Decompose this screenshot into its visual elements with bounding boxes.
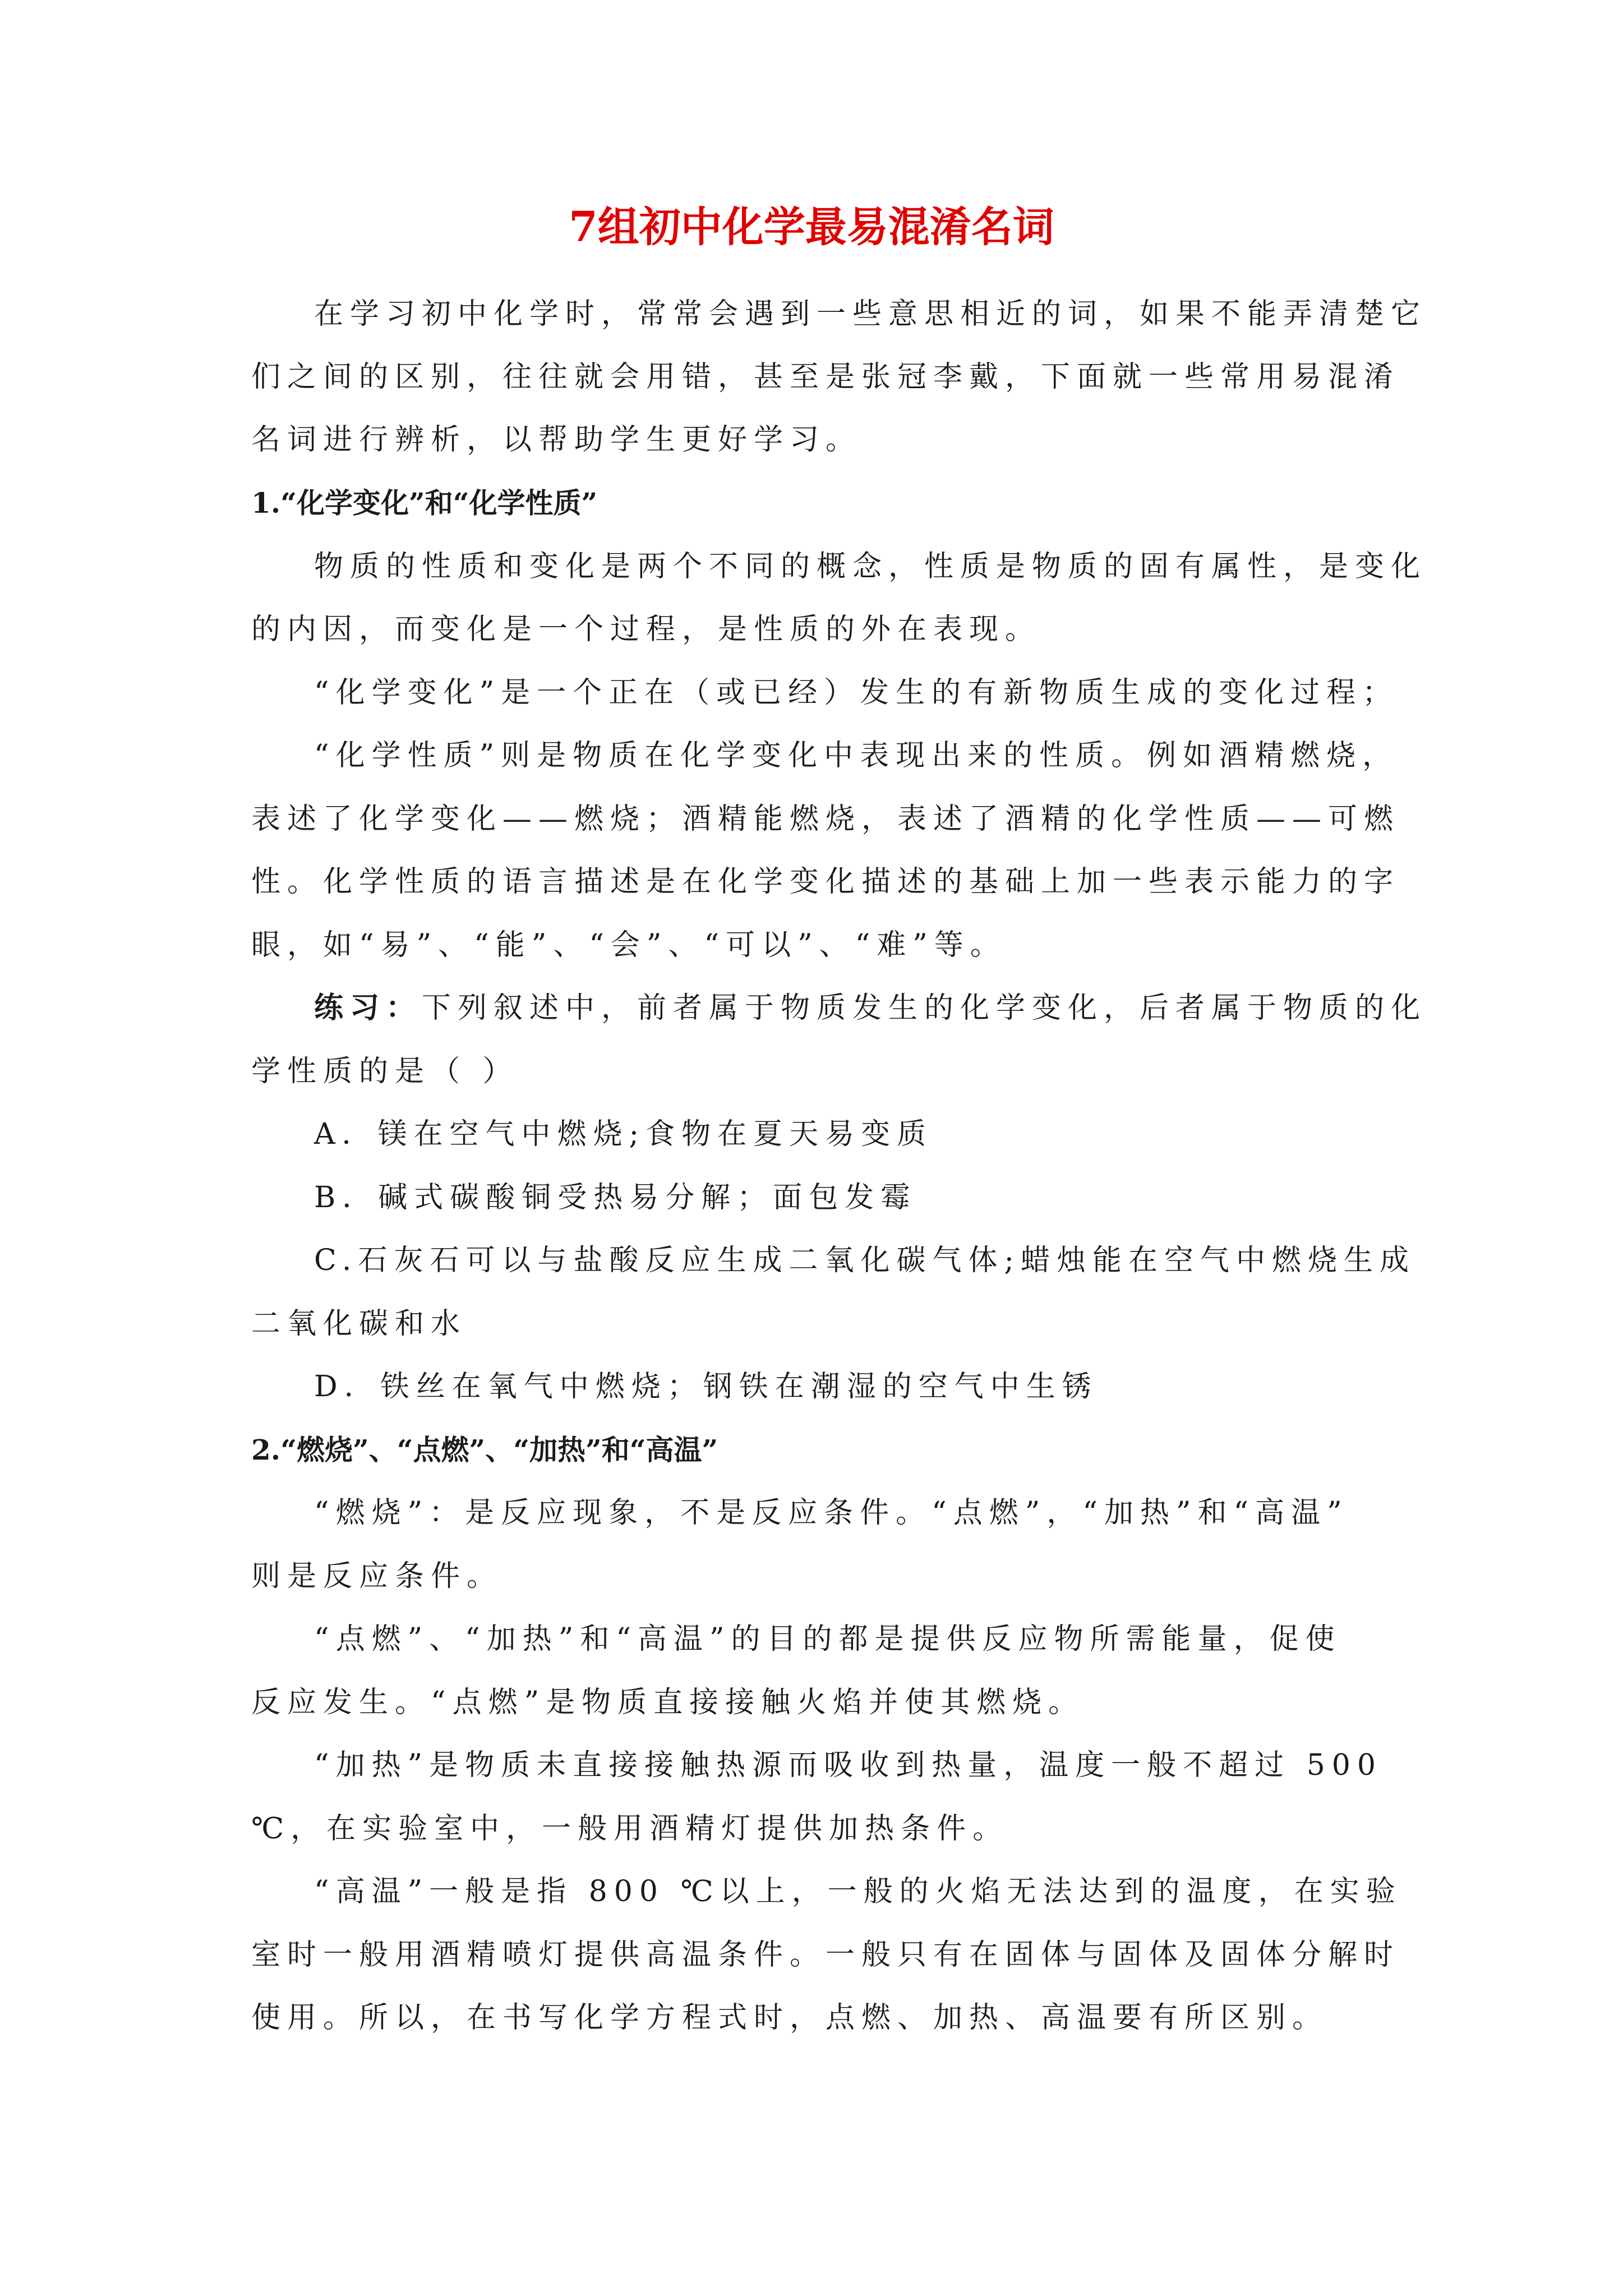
s1-p1-line-1: 物质的性质和变化是两个不同的概念，性质是物质的固有属性，是变化: [314, 550, 1427, 583]
option-c-line-2: 二氧化碳和水: [251, 1307, 467, 1341]
section-2-heading: 2.“燃烧”、“点燃”、“加热”和“高温”: [251, 1433, 718, 1466]
s2-p2-line-2: 反应发生。“点燃”是物质直接接触火焰并使其燃烧。: [251, 1686, 1085, 1719]
s2-p4-line-1: “高温”一般是指 800 ℃以上，一般的火焰无法达到的温度，在实验: [314, 1875, 1402, 1908]
exercise-line-1: [314, 983, 1427, 1033]
s1-p1-line-2: 的内因，而变化是一个过程，是性质的外在表现。: [251, 613, 1041, 646]
intro-line-2: 们之间的区别，往往就会用错，甚至是张冠李戴，下面就一些常用易混淆: [251, 360, 1400, 394]
intro-line-3: 名词进行辨析，以帮助学生更好学习。: [251, 423, 862, 457]
s1-p2-line-1: “化学变化”是一个正在（或已经）发生的有新物质生成的变化过程；: [314, 676, 1399, 710]
option-b: B．碱式碳酸铜受热易分解；面包发霉: [314, 1181, 917, 1214]
section-1-heading: 1.“化学变化”和“化学性质”: [251, 486, 598, 519]
s2-p1-line-2: 则是反应条件。: [251, 1559, 503, 1593]
s1-p3-line-1: “化学性质”则是物质在化学变化中表现出来的性质。例如酒精燃烧，: [314, 739, 1399, 772]
document-title: 7组初中化学最易混淆名词: [569, 203, 1054, 251]
s2-p3-line-2: ℃，在实验室中，一般用酒精灯提供加热条件。: [251, 1812, 1009, 1846]
s1-p3-line-3: 性。化学性质的语言描述是在化学变化描述的基础上加一些表示能力的字: [251, 865, 1400, 899]
option-a: A．镁在空气中燃烧;食物在夏天易变质: [314, 1117, 933, 1151]
s1-p3-line-2: 表述了化学变化——燃烧；酒精能燃烧，表述了酒精的化学性质——可燃: [251, 802, 1400, 836]
s2-p2-line-1: “点燃”、“加热”和“高温”的目的都是提供反应物所需能量，促使: [314, 1622, 1341, 1656]
s2-p4-line-2: 室时一般用酒精喷灯提供高温条件。一般只有在固体与固体及固体分解时: [251, 1938, 1400, 1972]
s2-p4-line-3: 使用。所以，在书写化学方程式时，点燃、加热、高温要有所区别。: [251, 2001, 1329, 2035]
exercise-label: 练习：: [314, 991, 422, 1025]
option-d: D．铁丝在氧气中燃烧；钢铁在潮湿的空气中生锈: [314, 1370, 1098, 1404]
exercise-line-2: 学性质的是（ ）: [251, 1055, 519, 1088]
intro-line-1: 在学习初中化学时，常常会遇到一些意思相近的词，如果不能弄清楚它: [314, 297, 1427, 331]
exercise-question: 下列叙述中，前者属于物质发生的化学变化，后者属于物质的化: [422, 991, 1427, 1025]
s2-p3-line-1: “加热”是物质未直接接触热源而吸收到热量，温度一般不超过 500: [314, 1749, 1382, 1782]
s2-p1-line-1: “燃烧”：是反应现象，不是反应条件。“点燃”，“加热”和“高温”: [314, 1496, 1349, 1530]
s1-p3-line-4: 眼，如“易”、“能”、“会”、“可以”、“难”等。: [251, 928, 1006, 962]
option-c-line-1: C.石灰石可以与盐酸反应生成二氧化碳气体;蜡烛能在空气中燃烧生成: [314, 1244, 1415, 1277]
